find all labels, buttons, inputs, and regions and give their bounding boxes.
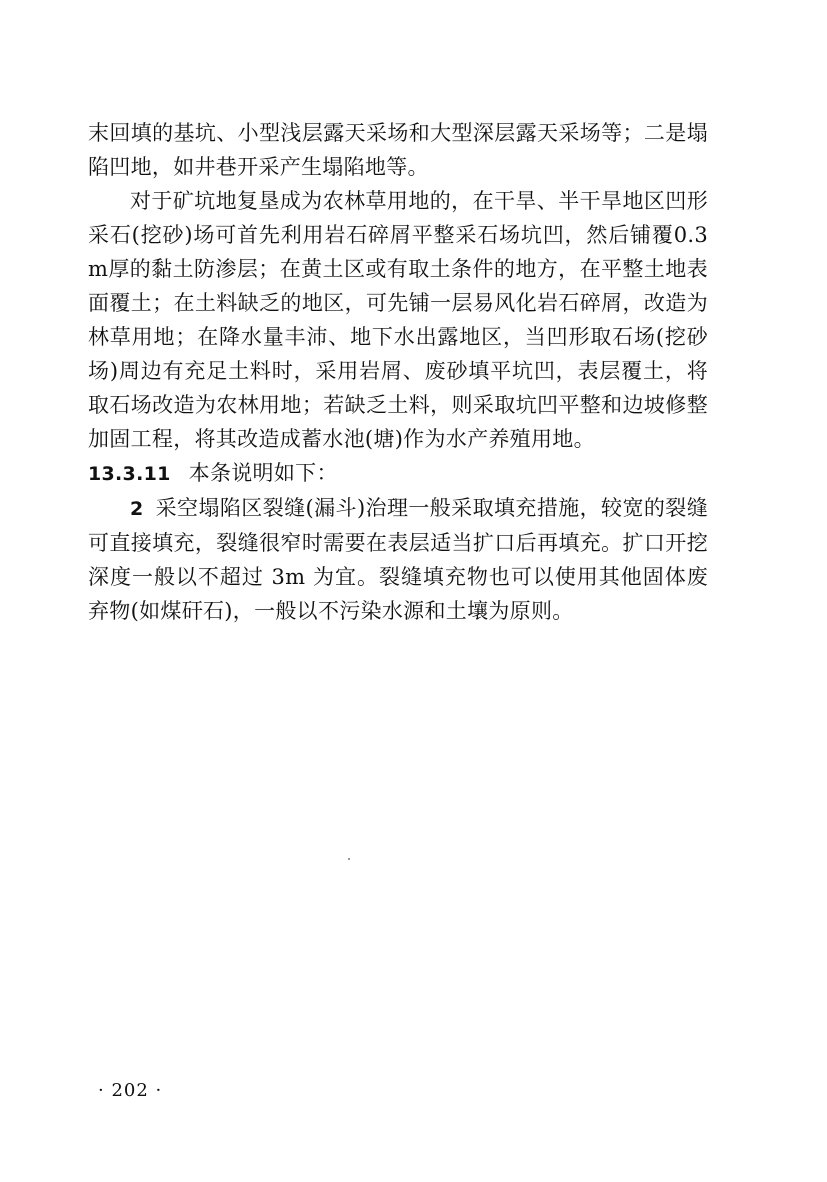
body-text — [88, 116, 708, 628]
clause-heading — [88, 456, 708, 491]
paragraph-continuation: 末回填的基坑、小型浅层露天采场和大型深层露天采场等；二是塌陷凹地，如井巷开采产生塌陷地等。 — [88, 121, 708, 179]
clause-number: 13.3.11 — [88, 463, 171, 485]
scan-speck — [348, 858, 350, 860]
clause-item — [88, 491, 708, 628]
item-number: 2 — [130, 498, 144, 520]
item-text: 采空塌陷区裂缝(漏斗)治理一般采取填充措施，较宽的裂缝可直接填充，裂缝很窄时需要在表层适当扩口后再填充。扩口开挖深度一般以不超过 3m 为宜。裂缝填充物也可以使用其他固体废弃物(如煤矸石)，一般以不污染水源和土壤为原则。 — [88, 496, 708, 623]
paragraph-pit-reclamation: 对于矿坑地复垦成为农林草用地的，在干旱、半干旱地区凹形采石(挖砂)场可首先利用岩石碎屑平整采石场坑凹，然后铺覆0.3m厚的黏土防渗层；在黄土区或有取土条件的地方，在平整土地表面覆土；在土料缺乏的地区，可先铺一层易风化岩石碎屑，改造为林草用地；在降水量丰沛、地下水出露地区，当凹形取石场(挖砂场)周边有充足土料时，采用岩屑、废砂填平坑凹，表层覆土，将取石场改造为农林用地；若缺乏土料，则采取坑凹平整和边坡修整加固工程，将其改造成蓄水池(塘)作为水产养殖用地。 — [88, 189, 708, 451]
page-number: · 202 · — [98, 1080, 163, 1101]
clause-text: 本条说明如下： — [188, 461, 338, 485]
